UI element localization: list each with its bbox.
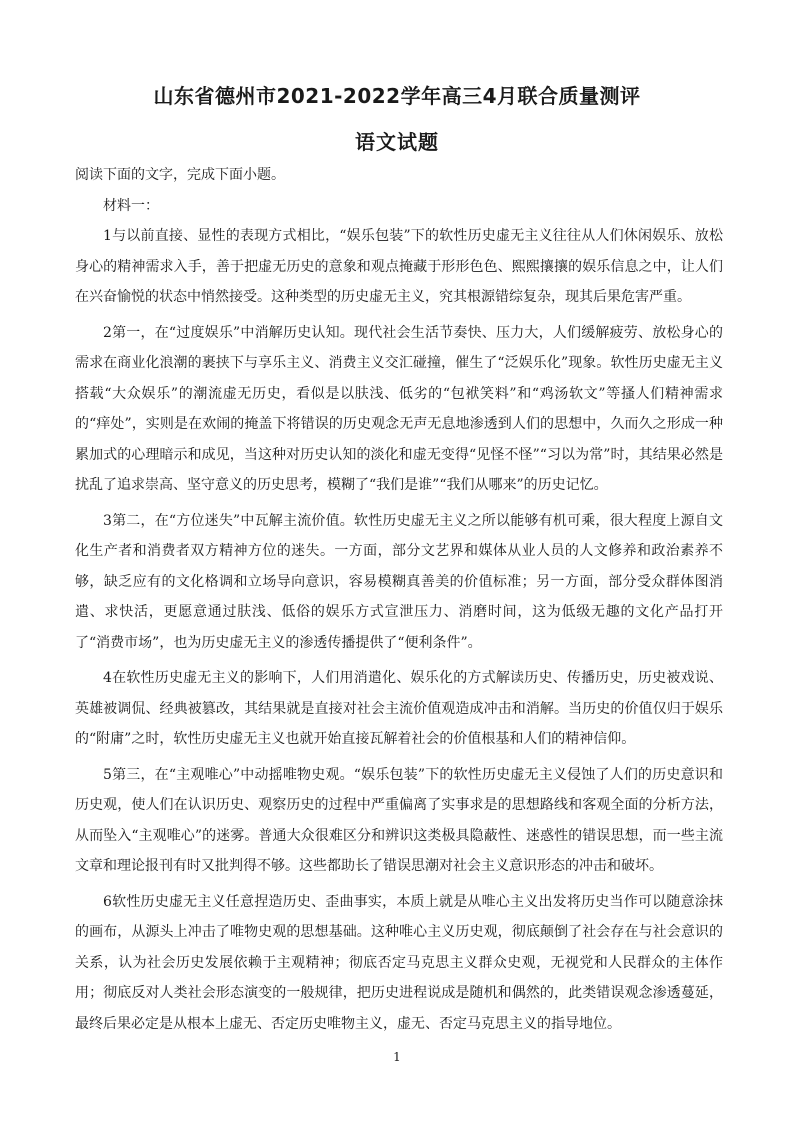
paragraph-1: 1与以前直接、显性的表现方式相比，“娱乐包装”下的软性历史虚无主义往往从人们休闲娱乐、放松身心的精神需求入手，善于把虚无历史的意象和观点掩藏于形形色色、熙熙攘攘的娱乐信息之中，让人们在兴奋愉悦的状态中悄然接受。这种类型的历史虚无主义，究其根源错综复杂，现其后果危害严重。: [75, 228, 723, 305]
paragraph-6: 6软性历史虚无主义任意捏造历史、歪曲事实，本质上就是从唯心主义出发将历史当作可以随意涂抹的画布，从源头上冲击了唯物史观的思想基础。这种唯心主义历史观，彻底颠倒了社会存在与社会意识的关系，认为社会历史发展依赖于主观精神；彻底否定马克思主义群众史观，无视党和人民群众的主体作用；彻底反对人类社会形态演变的一般规律，把历史进程说成是随机和偶然的，此类错误观念渗透蔓延，最终后果必定是从根本上虚无、否定历史唯物主义，虚无、否定马克思主义的指导地位。: [75, 893, 723, 1032]
paragraph-3: 3第二，在“方位迷失”中瓦解主流价值。软性历史虚无主义之所以能够有机可乘，很大程度上源自文化生产者和消费者双方精神方位的迷失。一方面，部分文艺界和媒体从业人员的人文修养和政治素养不够，缺乏应有的文化格调和立场导向意识，容易模糊真善美的价值标准；另一方面，部分受众群体图消遣、求快活，更愿意通过肤浅、低俗的娱乐方式宣泄压力、消磨时间，这为低级无趣的文化产品打开了“消费市场”，也为历史虚无主义的渗透传播提供了“便利条件”。: [75, 512, 723, 651]
document-subtitle: 语文试题: [355, 130, 439, 154]
paragraph-4: 4在软性历史虚无主义的影响下，人们用消遣化、娱乐化的方式解读历史、传播历史，历史被戏说、英雄被调侃、经典被篡改，其结果就是直接对社会主流价值观造成冲击和消解。当历史的价值仅归于娱乐的“附庸”之时，软性历史虚无主义也就开始直接瓦解着社会的价值根基和人们的精神信仰。: [75, 670, 723, 747]
instruction-text: 阅读下面的文字，完成下面小题。: [75, 167, 285, 183]
document-body: [75, 160, 723, 1044]
document-title: 山东省德州市2021-2022学年高三4月联合质量测评: [153, 84, 641, 108]
paragraph-5: 5第三，在“主观唯心”中动摇唯物史观。“娱乐包装”下的软性历史虚无主义侵蚀了人们的历史意识和历史观，使人们在认识历史、观察历史的过程中严重偏离了实事求是的思想路线和客观全面的分析方法，从而坠入“主观唯心”的迷雾。普通大众很难区分和辨识这类极具隐蔽性、迷惑性的错误思想，而一些主流文章和理论报刊有时又批判得不够。这些都助长了错误思潮对社会主义意识形态的冲击和破坏。: [75, 766, 723, 874]
paragraph-2: 2第一，在“过度娱乐”中消解历史认知。现代社会生活节奏快、压力大，人们缓解疲劳、放松身心的需求在商业化浪潮的裹挟下与享乐主义、消费主义交汇碰撞，催生了“泛娱乐化”现象。软性历史虚无主义搭载“大众娱乐”的潮流虚无历史，看似是以肤浅、低劣的“包袱笑料”和“鸡汤软文”等搔人们精神需求的“痒处”，实则是在欢闹的掩盖下将错误的历史观念无声无息地渗透到人们的思想中，久而久之形成一种累加式的心理暗示和成见，当这种对历史认知的淡化和虚无变得“见怪不怪”“习以为常”时，其结果必然是扰乱了追求崇高、坚守意义的历史思考，模糊了“我们是谁”“我们从哪来”的历史记忆。: [75, 324, 723, 493]
material-label: 材料一：: [103, 197, 159, 214]
page-number: 1: [393, 1050, 401, 1064]
